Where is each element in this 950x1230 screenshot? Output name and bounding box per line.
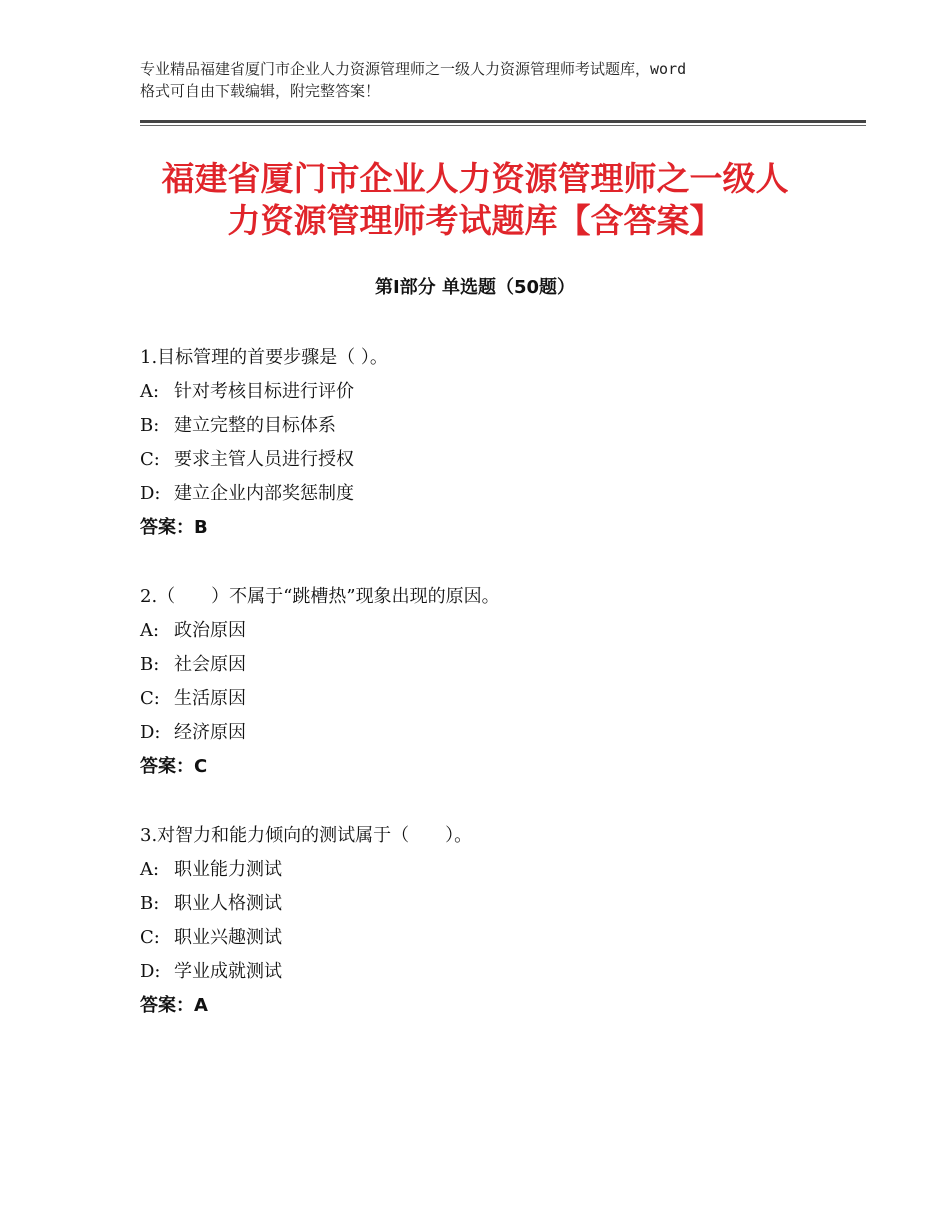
section-title: 第Ⅰ部分 单选题（50题） bbox=[374, 277, 575, 298]
question-answer: 答案：B bbox=[140, 517, 208, 538]
option-letter: B: bbox=[140, 415, 160, 436]
option-letter: A: bbox=[140, 620, 160, 641]
question-option-c bbox=[140, 443, 840, 477]
document-title bbox=[120, 158, 830, 242]
option-letter: D: bbox=[140, 722, 161, 743]
header-divider-thick bbox=[140, 120, 866, 123]
option-letter: D: bbox=[140, 483, 161, 504]
question-answer: 答案：A bbox=[140, 995, 208, 1016]
document-title-line-2: 力资源管理师考试题库【含答案】 bbox=[227, 201, 723, 240]
question-option-c bbox=[140, 921, 840, 955]
option-text: 职业能力测试 bbox=[174, 859, 282, 880]
option-text: 职业人格测试 bbox=[174, 893, 282, 914]
option-text: 建立企业内部奖惩制度 bbox=[174, 483, 354, 504]
question-answer: 答案：C bbox=[140, 756, 208, 777]
option-letter: D: bbox=[140, 961, 161, 982]
option-text: 经济原因 bbox=[174, 722, 246, 743]
option-letter: C: bbox=[140, 927, 160, 948]
question-option-a bbox=[140, 375, 840, 409]
option-text: 学业成就测试 bbox=[174, 961, 282, 982]
option-text: 要求主管人员进行授权 bbox=[174, 449, 354, 470]
question-stem: 3.对智力和能力倾向的测试属于（ ）。 bbox=[140, 825, 473, 846]
question-option-d bbox=[140, 955, 840, 989]
header-note-line-1: 专业精品福建省厦门市企业人力资源管理师之一级人力资源管理师考试题库，word bbox=[140, 60, 687, 78]
header-divider-thin bbox=[140, 125, 866, 126]
question-option-b bbox=[140, 648, 840, 682]
option-text: 政治原因 bbox=[174, 620, 246, 641]
question-option-b bbox=[140, 409, 840, 443]
option-letter: C: bbox=[140, 688, 160, 709]
question-stem: 2.（ ）不属于“跳槽热”现象出现的原因。 bbox=[140, 586, 500, 607]
document-title-line-1: 福建省厦门市企业人力资源管理师之一级人 bbox=[161, 159, 789, 198]
option-text: 职业兴趣测试 bbox=[174, 927, 282, 948]
header-note-line-2: 格式可自由下载编辑，附完整答案！ bbox=[140, 82, 381, 100]
question-option-b bbox=[140, 887, 840, 921]
option-text: 社会原因 bbox=[174, 654, 246, 675]
question-3 bbox=[140, 819, 840, 1023]
question-2 bbox=[140, 580, 840, 784]
header-note bbox=[140, 58, 840, 102]
option-text: 生活原因 bbox=[174, 688, 246, 709]
question-option-a bbox=[140, 614, 840, 648]
option-letter: A: bbox=[140, 381, 160, 402]
question-stem: 1.目标管理的首要步骤是（ ）。 bbox=[140, 347, 388, 368]
option-letter: A: bbox=[140, 859, 160, 880]
question-option-a bbox=[140, 853, 840, 887]
option-letter: B: bbox=[140, 893, 160, 914]
question-1 bbox=[140, 341, 840, 545]
option-text: 针对考核目标进行评价 bbox=[174, 381, 354, 402]
question-option-c bbox=[140, 682, 840, 716]
option-letter: B: bbox=[140, 654, 160, 675]
question-option-d bbox=[140, 477, 840, 511]
option-letter: C: bbox=[140, 449, 160, 470]
option-text: 建立完整的目标体系 bbox=[174, 415, 336, 436]
question-option-d bbox=[140, 716, 840, 750]
